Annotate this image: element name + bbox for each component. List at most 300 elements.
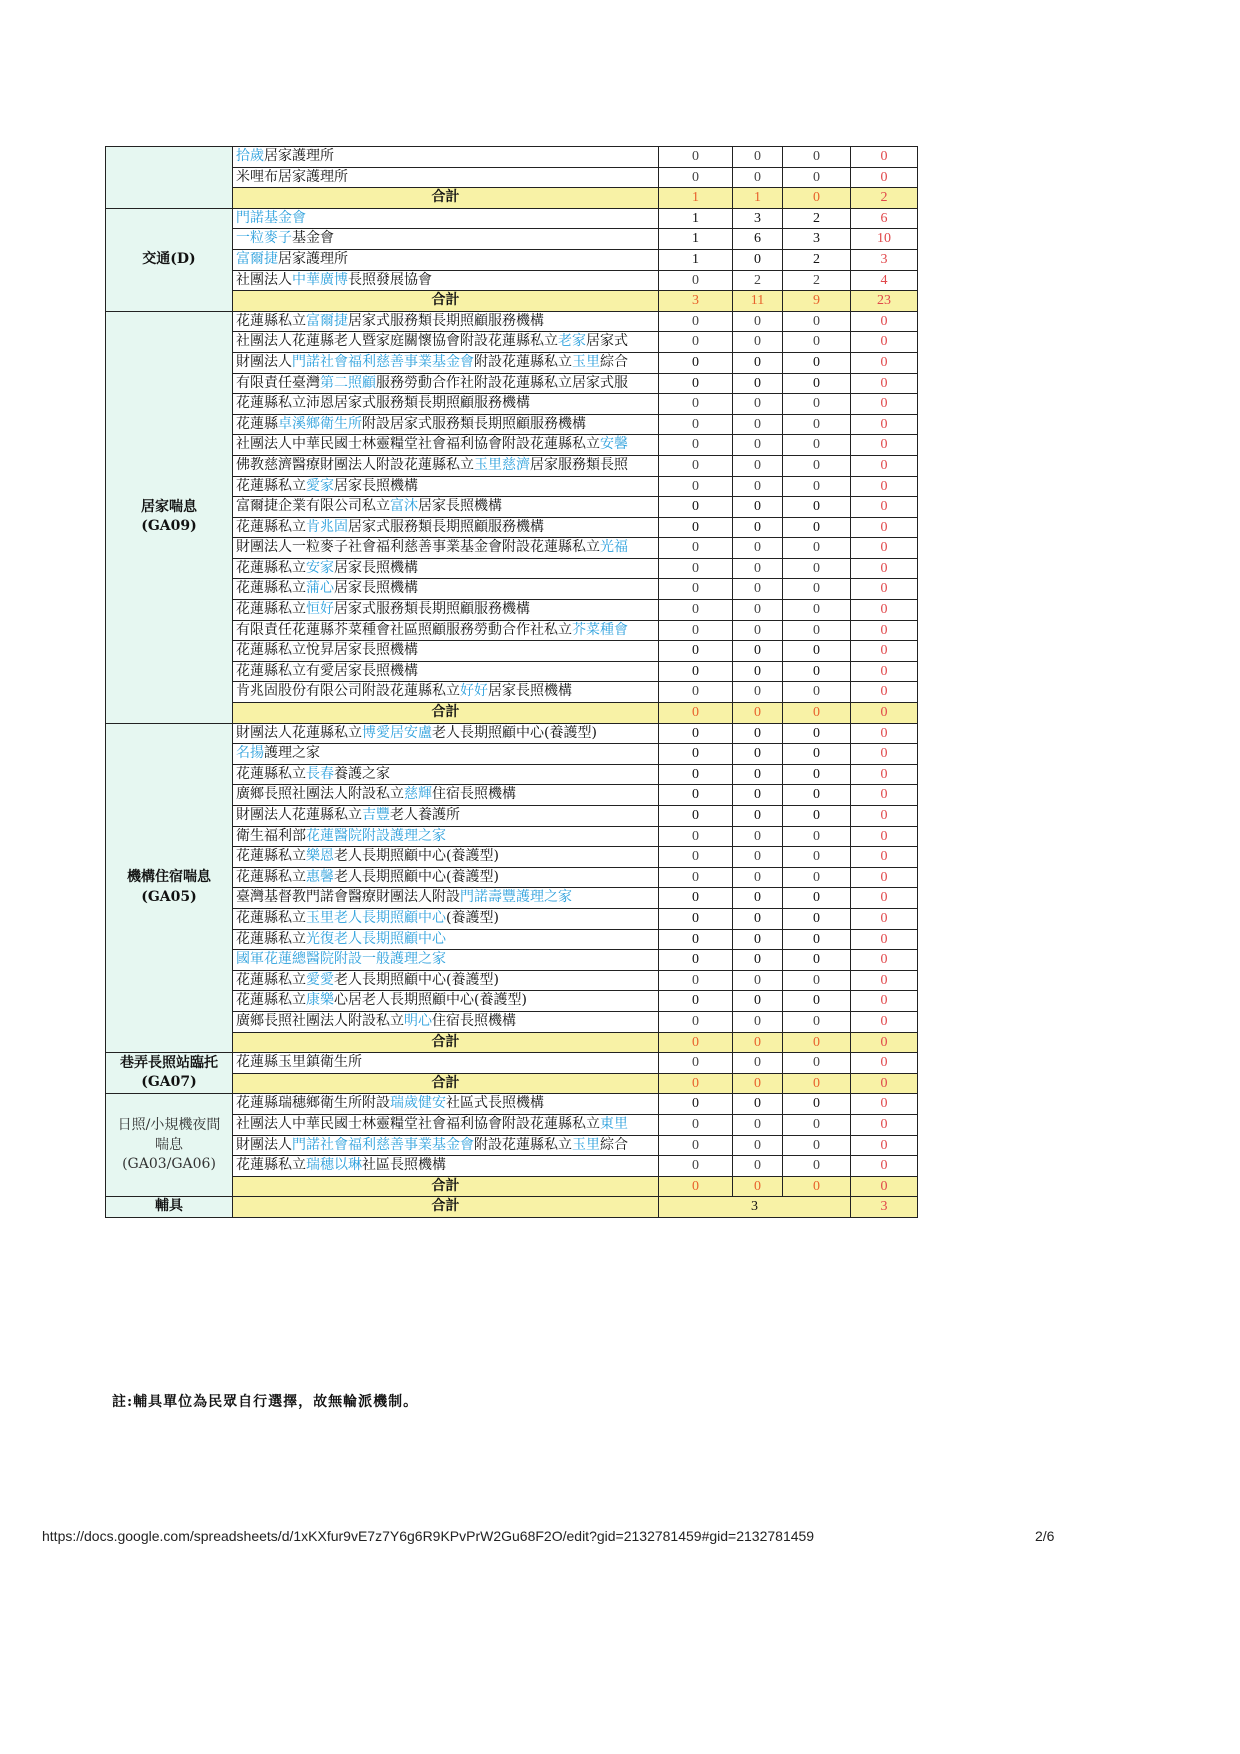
row-total-value: 0 [851,538,918,559]
row-total-value: 0 [851,1135,918,1156]
count-value: 0 [659,641,733,662]
row-total-value: 3 [851,249,918,270]
name-segment: 社區式長照機構 [446,1095,544,1112]
category-cell: 居家喘息 (GA09) [106,311,233,723]
highlighted-name-segment: 肯兆固 [306,518,348,535]
provider-name [233,744,659,765]
name-segment: 花蓮縣私立 [236,848,306,865]
subtotal-label: 合計 [233,1197,659,1218]
provider-name [233,1114,659,1135]
provider-name [233,867,659,888]
name-segment: 花蓮縣私立 [236,559,306,576]
highlighted-name-segment: 門諾社會福利慈善事業基金會 [292,353,474,370]
name-segment: 米哩布居家護理所 [236,168,348,185]
row-total-value: 0 [851,744,918,765]
count-value: 0 [659,744,733,765]
highlighted-name-segment: 卓溪鄉衛生所 [278,415,362,432]
count-value: 0 [733,1156,783,1177]
name-segment: 廣鄉長照社團法人附設私立 [236,786,404,803]
provider-name [233,641,659,662]
count-value: 0 [783,641,851,662]
category-cell: 輔具 [106,1197,233,1218]
count-value: 0 [659,867,733,888]
count-value: 0 [659,270,733,291]
count-value: 0 [659,352,733,373]
name-segment: 居家式服務類長期照顧服務機構 [334,601,530,618]
provider-name [233,373,659,394]
name-segment: 花蓮縣私立 [236,909,306,926]
highlighted-name-segment: 光復老人長期照顧中心 [306,930,446,947]
row-total-value: 0 [851,682,918,703]
count-value: 0 [733,332,783,353]
subtotal-value: 1 [659,188,733,209]
row-total-value: 0 [851,661,918,682]
count-value: 0 [733,352,783,373]
count-value: 0 [783,950,851,971]
highlighted-name-segment: 蒲心 [306,580,334,597]
provider-name [233,229,659,250]
provider-name [233,682,659,703]
name-segment: 居家護理所 [264,148,334,164]
subtotal-value: 9 [783,291,851,312]
name-segment: 佛教慈濟醫療財團法人附設花蓮縣私立 [236,456,474,473]
count-value: 0 [783,970,851,991]
count-value: 0 [659,435,733,456]
provider-name [233,764,659,785]
count-value: 0 [659,579,733,600]
subtotal-label: 合計 [233,188,659,209]
count-value: 0 [733,682,783,703]
name-segment: 花蓮縣私立悅昇居家長照機構 [236,642,418,659]
count-value: 0 [733,497,783,518]
count-value: 0 [783,497,851,518]
row-total-value: 0 [851,929,918,950]
count-value: 0 [733,991,783,1012]
count-value: 0 [733,661,783,682]
name-segment: 綜合 [600,1136,628,1153]
name-segment: 社團法人中華民國士林靈糧堂社會福利協會附設花蓮縣私立 [236,1115,600,1132]
provider-name [233,352,659,373]
subtotal-label: 合計 [233,1176,659,1197]
highlighted-name-segment: 門諾基金會 [236,209,306,226]
count-value: 0 [783,847,851,868]
count-value: 0 [733,785,783,806]
count-value: 0 [783,352,851,373]
row-total-value: 0 [851,1053,918,1074]
name-segment: 財團法人一粒麥子社會福利慈善事業基金會附設花蓮縣私立 [236,539,600,556]
count-value: 0 [733,249,783,270]
row-total-value: 10 [851,229,918,250]
name-segment: 老人長期照顧中心(養護型) [334,868,499,885]
provider-name [233,249,659,270]
provider-name [233,620,659,641]
count-value: 1 [659,208,733,229]
table-row [106,1094,918,1115]
name-segment: 老人養護所 [390,807,460,823]
count-value: 0 [783,785,851,806]
provider-name [233,332,659,353]
count-value: 0 [783,908,851,929]
row-total-value: 0 [851,888,918,909]
row-total-value: 0 [851,373,918,394]
count-value: 0 [783,744,851,765]
count-value: 0 [733,1114,783,1135]
name-segment: 花蓮縣私立有愛居家長照機構 [236,662,418,679]
count-value: 2 [783,208,851,229]
count-value: 0 [783,620,851,641]
highlighted-name-segment: 瑞歲健安 [390,1095,446,1112]
count-value: 1 [659,229,733,250]
name-segment: 居家長照機構 [418,498,502,515]
name-segment: 養護之家 [334,765,390,782]
count-value: 0 [733,558,783,579]
provider-name [233,991,659,1012]
provider-name [233,476,659,497]
count-value: 0 [733,373,783,394]
count-value: 0 [733,1135,783,1156]
provider-name [233,1053,659,1074]
table-row [106,1053,918,1074]
count-value: 0 [783,682,851,703]
provider-name [233,394,659,415]
highlighted-name-segment: 玉里 [572,1136,600,1153]
subtotal-value: 0 [851,1073,918,1094]
provider-name [233,167,659,188]
count-value: 0 [733,950,783,971]
name-segment: 老人長期照顧中心(養護型) [334,848,499,865]
provider-name [233,270,659,291]
page-number: 2/6 [1035,1528,1055,1544]
count-value: 0 [783,806,851,827]
name-segment: 居家式 [586,333,628,350]
count-value: 0 [659,476,733,497]
provider-name [233,579,659,600]
count-value: 0 [733,723,783,744]
name-segment: 花蓮縣玉里鎮衛生所 [236,1054,362,1071]
name-segment: 老人長期照顧中心(養護型) [334,971,499,988]
row-total-value: 4 [851,270,918,291]
count-value: 0 [733,929,783,950]
count-value: 2 [733,270,783,291]
provider-name [233,538,659,559]
name-segment: 花蓮縣私立沛恩居家式服務類長期照顧服務機構 [236,395,530,412]
name-segment: 廣鄉長照社團法人附設私立 [236,1012,404,1029]
count-value: 0 [783,373,851,394]
provider-name [233,950,659,971]
provider-name [233,147,659,168]
count-value: 0 [659,888,733,909]
name-segment: 基金會 [292,230,334,247]
count-value: 0 [659,1114,733,1135]
row-total-value: 0 [851,723,918,744]
highlighted-name-segment: 玉里老人長期照顧中心 [306,909,446,926]
highlighted-name-segment: 瑞穗以琳 [306,1157,362,1174]
subtotal-value: 0 [783,703,851,724]
count-value: 0 [783,1094,851,1115]
row-total-value: 0 [851,600,918,621]
count-value: 0 [783,888,851,909]
name-segment: 財團法人 [236,353,292,370]
provider-name [233,723,659,744]
count-value: 0 [659,373,733,394]
count-value: 0 [659,538,733,559]
highlighted-name-segment: 拾歲 [236,148,264,164]
count-value: 1 [659,249,733,270]
count-value: 0 [783,332,851,353]
row-total-value: 0 [851,167,918,188]
row-total-value: 0 [851,147,918,168]
highlighted-name-segment: 玉里 [572,353,600,370]
row-total-value: 0 [851,517,918,538]
count-value: 0 [733,847,783,868]
provider-name [233,497,659,518]
name-segment: 臺灣基督教門諾會醫療財團法人附設 [236,889,460,906]
provider-name [233,558,659,579]
highlighted-name-segment: 富爾捷 [236,250,278,267]
highlighted-name-segment: 博愛居安盧 [362,724,432,741]
row-total-value: 0 [851,1094,918,1115]
category-cell: 機構住宿喘息 (GA05) [106,723,233,1053]
subtotal-value: 23 [851,291,918,312]
name-segment: 花蓮縣私立 [236,601,306,618]
count-value: 0 [659,1156,733,1177]
count-value: 0 [783,1156,851,1177]
name-segment: 社區長照機構 [362,1157,446,1174]
highlighted-name-segment: 第二照顧 [320,374,376,391]
highlighted-name-segment: 慈輝 [404,786,432,803]
dispatch-statistics-table [105,146,918,1218]
count-value: 0 [733,867,783,888]
category-cell [106,147,233,209]
name-segment: 居家服務類長照 [530,456,628,473]
subtotal-value: 0 [783,1073,851,1094]
count-value: 6 [733,229,783,250]
name-segment: 社團法人 [236,271,292,288]
highlighted-name-segment: 恒好 [306,601,334,618]
highlighted-name-segment: 明心 [404,1012,432,1029]
count-value: 0 [733,970,783,991]
count-value: 0 [659,517,733,538]
count-value: 0 [659,558,733,579]
subtotal-value: 0 [659,1073,733,1094]
footnote: 註:輔具單位為民眾自行選擇，故無輪派機制。 [112,1394,419,1410]
count-value: 0 [659,1094,733,1115]
count-value: 0 [783,991,851,1012]
name-segment: 花蓮縣 [236,415,278,432]
name-segment: 財團法人花蓮縣私立 [236,807,362,823]
row-total-value: 0 [851,455,918,476]
count-value: 0 [733,888,783,909]
highlighted-name-segment: 愛家 [306,477,334,494]
table-row [106,147,918,168]
name-segment: 有限責任臺灣 [236,374,320,391]
category-cell: 巷弄長照站臨托 (GA07) [106,1053,233,1094]
highlighted-name-segment: 光福 [600,539,628,556]
count-value: 0 [783,311,851,332]
name-segment: 居家式服務類長期照顧服務機構 [348,312,544,329]
name-segment: 心居老人長期照顧中心(養護型) [334,992,527,1009]
name-segment: 居家護理所 [278,250,348,267]
name-segment: 花蓮縣瑞穗鄉衛生所附設 [236,1095,390,1112]
subtotal-value: 0 [851,703,918,724]
name-segment: 綜合 [600,353,628,370]
name-segment: 花蓮縣私立 [236,765,306,782]
provider-name [233,847,659,868]
count-value: 0 [733,806,783,827]
count-value: 0 [783,723,851,744]
name-segment: 長照發展協會 [348,271,432,288]
row-total-value: 6 [851,208,918,229]
provider-name [233,661,659,682]
count-value: 0 [659,1053,733,1074]
count-value: 0 [733,579,783,600]
name-segment: 花蓮縣私立 [236,930,306,947]
name-segment: 居家長照機構 [334,477,418,494]
name-segment: 附設居家式服務類長期照顧服務機構 [362,415,586,432]
aids-total-value: 3 [851,1197,918,1218]
highlighted-name-segment: 安馨 [600,436,628,453]
count-value: 0 [659,929,733,950]
count-value: 0 [659,950,733,971]
row-total-value: 0 [851,1156,918,1177]
row-total-value: 0 [851,1011,918,1032]
name-segment: 財團法人花蓮縣私立 [236,724,362,741]
row-total-value: 0 [851,970,918,991]
highlighted-name-segment: 惠馨 [306,868,334,885]
count-value: 0 [733,641,783,662]
count-value: 0 [659,620,733,641]
count-value: 0 [783,929,851,950]
subtotal-label: 合計 [233,1073,659,1094]
count-value: 0 [783,600,851,621]
name-segment: 護理之家 [264,745,320,762]
name-segment: 社團法人花蓮縣老人暨家庭關懷協會附設花蓮縣私立 [236,333,558,350]
table-row [106,311,918,332]
count-value: 0 [733,600,783,621]
highlighted-name-segment: 門諾壽豐護理之家 [460,889,572,906]
name-segment: 居家式服務類長期照顧服務機構 [348,518,544,535]
row-total-value: 0 [851,476,918,497]
count-value: 0 [659,147,733,168]
provider-name [233,826,659,847]
row-total-value: 0 [851,579,918,600]
count-value: 0 [733,394,783,415]
count-value: 0 [659,970,733,991]
subtotal-value: 0 [659,1032,733,1053]
row-total-value: 0 [851,806,918,827]
row-total-value: 0 [851,785,918,806]
provider-name [233,888,659,909]
count-value: 0 [783,167,851,188]
count-value: 2 [783,249,851,270]
highlighted-name-segment: 康樂 [306,992,334,1009]
count-value: 0 [659,785,733,806]
name-segment: 居家長照機構 [334,580,418,597]
count-value: 0 [659,723,733,744]
count-value: 0 [783,1135,851,1156]
name-segment: (養護型) [446,909,499,926]
provider-name [233,600,659,621]
row-total-value: 0 [851,558,918,579]
category-cell: 交通(D) [106,208,233,311]
count-value: 0 [659,414,733,435]
row-total-value: 0 [851,620,918,641]
count-value: 0 [783,517,851,538]
row-total-value: 0 [851,435,918,456]
count-value: 0 [783,435,851,456]
name-segment: 花蓮縣私立 [236,477,306,494]
name-segment: 花蓮縣私立 [236,1157,306,1174]
count-value: 0 [659,826,733,847]
count-value: 0 [659,908,733,929]
subtotal-value: 0 [659,1176,733,1197]
count-value: 0 [783,867,851,888]
row-total-value: 0 [851,826,918,847]
name-segment: 服務勞動合作社附設花蓮縣私立居家式服 [376,374,628,391]
name-segment: 花蓮縣私立 [236,971,306,988]
subtotal-label: 合計 [233,1032,659,1053]
count-value: 0 [733,435,783,456]
category-cell: 日照/小規機夜間 喘息 (GA03/GA06) [106,1094,233,1197]
subtotal-value: 0 [783,1176,851,1197]
count-value: 0 [783,661,851,682]
row-total-value: 0 [851,332,918,353]
subtotal-value: 0 [733,1032,783,1053]
count-value: 0 [733,764,783,785]
count-value: 0 [783,476,851,497]
count-value: 0 [783,455,851,476]
count-value: 0 [733,476,783,497]
highlighted-name-segment: 愛愛 [306,971,334,988]
row-total-value: 0 [851,497,918,518]
subtotal-value: 0 [659,703,733,724]
subtotal-value: 3 [659,291,733,312]
highlighted-name-segment: 名揚 [236,745,264,762]
row-total-value: 0 [851,394,918,415]
highlighted-name-segment: 玉里慈濟 [474,456,530,473]
count-value: 0 [659,847,733,868]
subtotal-label: 合計 [233,703,659,724]
count-value: 0 [783,1114,851,1135]
highlighted-name-segment: 長春 [306,765,334,782]
name-segment: 花蓮縣私立 [236,868,306,885]
subtotal-value: 11 [733,291,783,312]
count-value: 3 [783,229,851,250]
count-value: 0 [733,538,783,559]
subtotal-value: 0 [783,1032,851,1053]
name-segment: 富爾捷企業有限公司私立 [236,498,390,515]
subtotal-value: 0 [783,188,851,209]
provider-name [233,311,659,332]
count-value: 0 [733,744,783,765]
highlighted-name-segment: 國軍花蓮總醫院附設一般護理之家 [236,951,446,968]
row-total-value: 0 [851,991,918,1012]
highlighted-name-segment: 富沐 [390,498,418,515]
name-segment: 花蓮縣私立 [236,580,306,597]
highlighted-name-segment: 芥菜種會 [572,621,628,638]
count-value: 0 [733,620,783,641]
count-value: 0 [783,579,851,600]
subtotal-value: 0 [733,703,783,724]
count-value: 2 [783,270,851,291]
name-segment: 有限責任花蓮縣芥菜種會社區照顧服務勞動合作社私立 [236,621,572,638]
count-value: 0 [659,600,733,621]
row-total-value: 0 [851,1114,918,1135]
row-total-value: 0 [851,414,918,435]
subtotal-value: 0 [851,1032,918,1053]
count-value: 0 [659,991,733,1012]
subtotal-value: 2 [851,188,918,209]
